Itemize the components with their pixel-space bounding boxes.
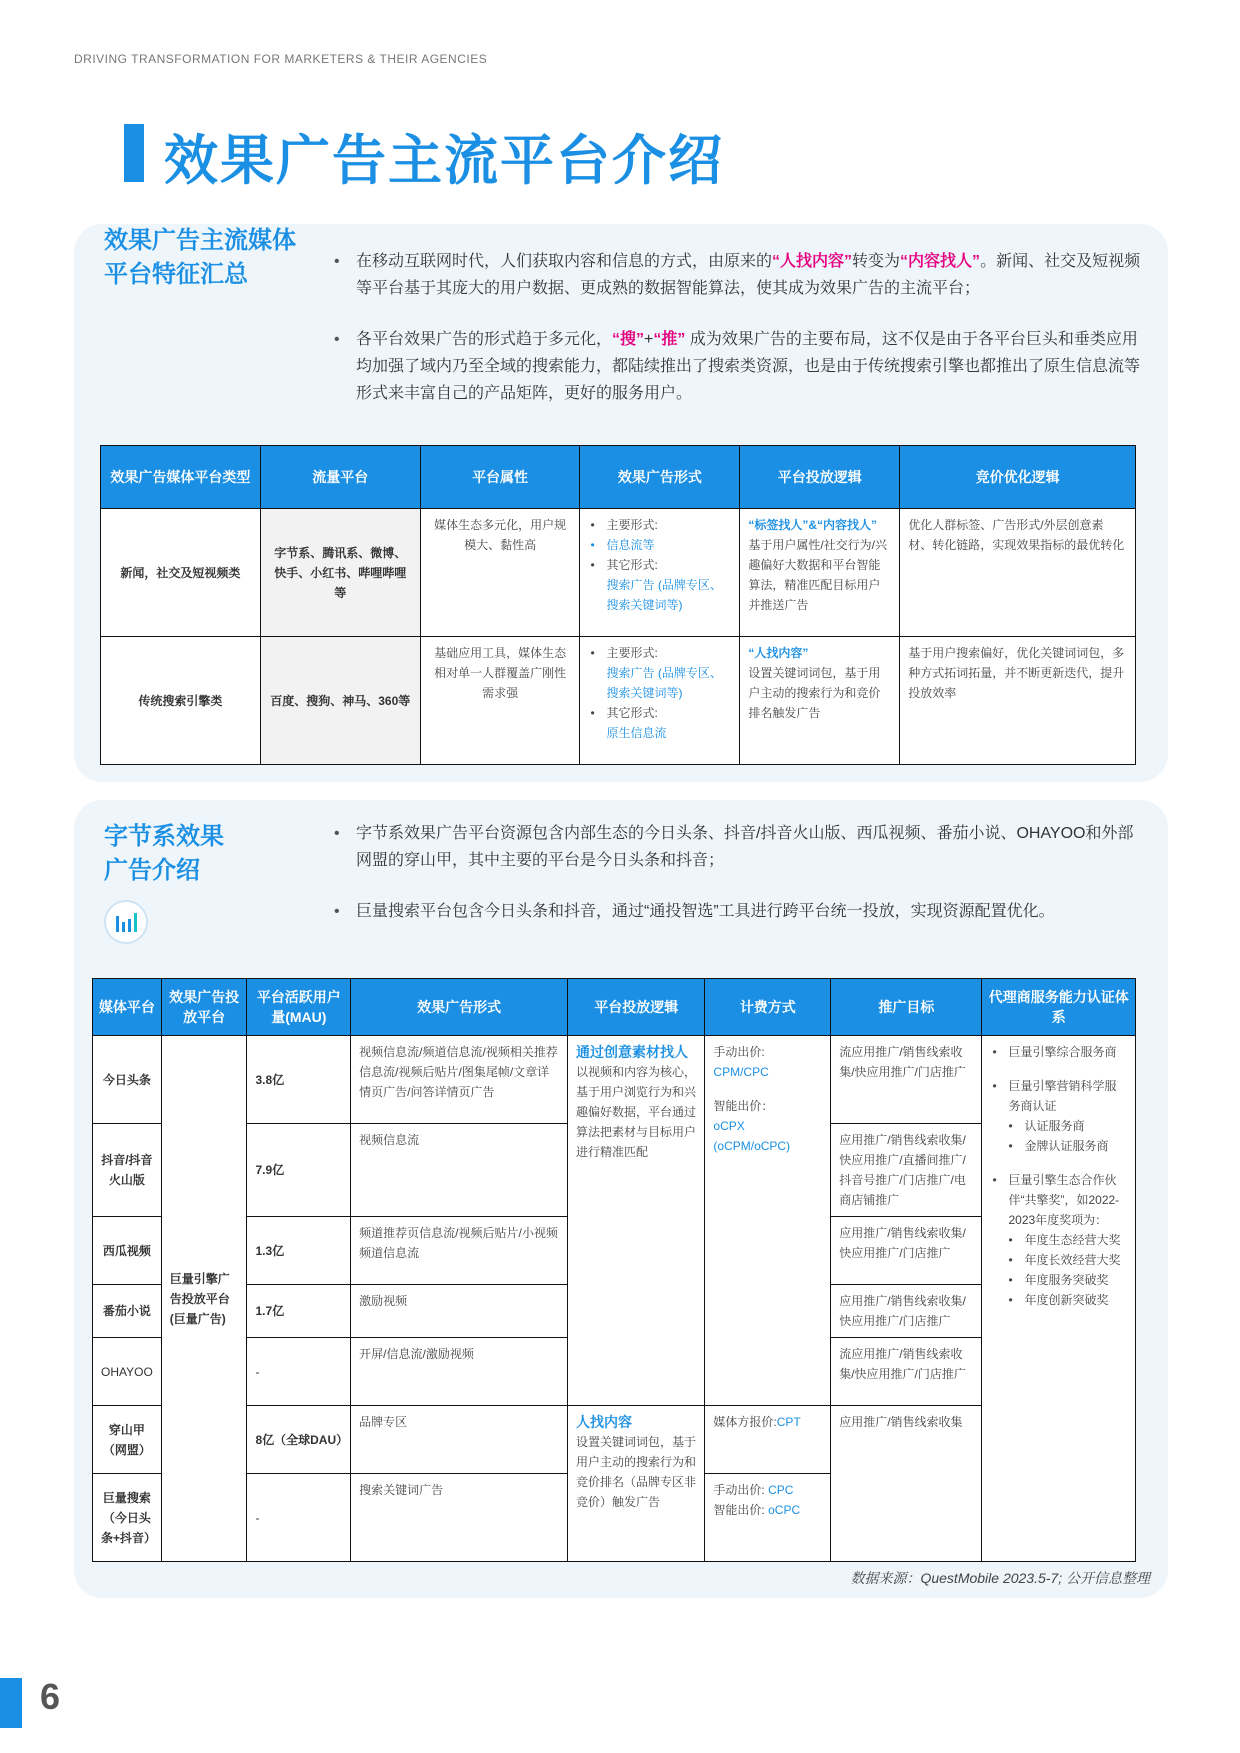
table-row [101, 509, 1136, 637]
cell-goal: 应用推广/销售线索收集/快应用推广/门店推广 [831, 1217, 982, 1285]
table-row [101, 637, 1136, 765]
cell-cert: • 巨量引擎综合服务商 • 巨量引擎营销科学服务商认证 • 认证服务商 • 金牌认证服务商 • 巨量引擎生态合作伙伴“共擎奖”，如2022-2023年度奖项为： • 年度生态经营大奖 • 年度长效经营大奖 • 年度服务突破奖 • 年度创新突破奖 [982, 1036, 1136, 1562]
cell-billing: 手动出价: CPC 智能出价: oCPC [705, 1474, 831, 1562]
cell-type: 传统搜索引擎类 [101, 637, 261, 765]
cell-logic: “标签找人”&“内容找人” 基于用户属性/社交行为/兴趣偏好大数据和平台智能算法，精准匹配目标用户并推送广告 [740, 509, 900, 637]
cell-attr: 基础应用工具，媒体生态相对单一人群覆盖广刚性需求强 [420, 637, 580, 765]
cell-billing: 媒体方报价:CPT [705, 1406, 831, 1474]
col-header-bid: 竞价优化逻辑 [900, 446, 1136, 509]
page-number-bar [0, 1678, 22, 1728]
cell-goal: 应用推广/销售线索收集/快应用推广/门店推广 [831, 1285, 982, 1338]
section2-bullet-1: • 字节系效果广告平台资源包含内部生态的今日头条、抖音/抖音火山版、西瓜视频、番茄小说、OHAYOO和外部网盟的穿山甲，其中主要的平台是今日头条和抖音； [334, 820, 1144, 874]
col-header-mau: 平台活跃用户量(MAU) [247, 979, 351, 1036]
cell-media: 番茄小说 [93, 1285, 162, 1338]
section2-title [104, 820, 224, 888]
table-row [93, 1036, 1136, 1124]
cell-launch-platform: 巨量引擎广告投放平台(巨量广告) [161, 1036, 247, 1562]
section1-bullets [334, 248, 1144, 431]
page-title: 效果广告主流平台介绍 [164, 131, 724, 191]
col-header-type: 效果广告媒体平台类型 [101, 446, 261, 509]
cell-goal: 流应用推广/销售线索收集/快应用推广/门店推广 [831, 1338, 982, 1406]
col-header-media: 媒体平台 [93, 979, 162, 1036]
cell-mau: 1.7亿 [247, 1285, 351, 1338]
bar-chart-icon [104, 900, 148, 944]
cell-form: 激励视频 [351, 1285, 568, 1338]
cell-form: 开屏/信息流/激励视频 [351, 1338, 568, 1406]
cell-mau: 7.9亿 [247, 1124, 351, 1217]
cell-bid: 基于用户搜索偏好，优化关键词词包，多种方式拓词拓量，并不断更新迭代，提升投放效率 [900, 637, 1136, 765]
cell-mau: - [247, 1474, 351, 1562]
data-source: 数据来源：QuestMobile 2023.5-7; 公开信息整理 [850, 1570, 1150, 1586]
table-header-row [93, 979, 1136, 1036]
cell-mau: 1.3亿 [247, 1217, 351, 1285]
cell-platforms: 百度、搜狗、神马、360等 [260, 637, 420, 765]
cell-logic: 人找内容 设置关键词词包，基于用户主动的搜索行为和竞价排名（品牌专区非竞价）触发广告 [568, 1406, 705, 1562]
cell-type: 新闻，社交及短视频类 [101, 509, 261, 637]
col-header-cert: 代理商服务能力认证体系 [982, 979, 1136, 1036]
section1-title-line1: 效果广告主流媒体 [104, 227, 296, 254]
cell-media: 今日头条 [93, 1036, 162, 1124]
col-header-billing: 计费方式 [705, 979, 831, 1036]
cell-mau: 8亿（全球DAU） [247, 1406, 351, 1474]
cell-media: 穿山甲（网盟） [93, 1406, 162, 1474]
cell-platforms: 字节系、腾讯系、微博、快手、小红书、哔哩哔哩等 [260, 509, 420, 637]
col-header-logic: 平台投放逻辑 [740, 446, 900, 509]
col-header-form: 效果广告形式 [351, 979, 568, 1036]
col-header-attr: 平台属性 [420, 446, 580, 509]
cell-form: 视频信息流/频道信息流/视频相关推荐信息流/视频后贴片/图集尾帧/文章详情页广告/问答详情页广告 [351, 1036, 568, 1124]
cell-form: • 主要形式: 搜索广告 (品牌专区、搜索关键词等) • 其它形式: 原生信息流 [580, 637, 740, 765]
cell-form: 搜索关键词广告 [351, 1474, 568, 1562]
platform-summary-table [100, 445, 1136, 765]
header-tagline: DRIVING TRANSFORMATION FOR MARKETERS & THEIR AGENCIES [74, 52, 488, 66]
cell-form: 品牌专区 [351, 1406, 568, 1474]
section1-title [104, 224, 296, 292]
cell-goal: 应用推广/销售线索收集/快应用推广/直播间推广/抖音号推广/门店推广/电商店铺推广 [831, 1124, 982, 1217]
cell-mau: - [247, 1338, 351, 1406]
cell-goal: 应用推广/销售线索收集 [831, 1406, 982, 1562]
col-header-launch-platform: 效果广告投放平台 [161, 979, 247, 1036]
section1-bullet-1: • 在移动互联网时代，人们获取内容和信息的方式，由原来的“人找内容”转变为“内容找人”。新闻、社交及短视频等平台基于其庞大的用户数据、更成熟的数据智能算法，使其成为效果广告的主流平台； [334, 248, 1144, 302]
cell-media: 西瓜视频 [93, 1217, 162, 1285]
table-row [93, 1406, 1136, 1474]
cell-logic: 通过创意素材找人 以视频和内容为核心，基于用户浏览行为和兴趣偏好数据，平台通过算法把素材与目标用户进行精准匹配 [568, 1036, 705, 1406]
cell-form: • 主要形式: • 信息流等 • 其它形式: 搜索广告 (品牌专区、搜索关键词等) [580, 509, 740, 637]
cell-mau: 3.8亿 [247, 1036, 351, 1124]
title-accent-bar [124, 124, 144, 182]
cell-form: 视频信息流 [351, 1124, 568, 1217]
page-number: 6 [40, 1676, 61, 1717]
table-header-row [101, 446, 1136, 509]
section1-bullet-2: • 各平台效果广告的形式趋于多元化，“搜”+“推” 成为效果广告的主要布局，这不仅是由于各平台巨头和垂类应用均加强了域内乃至全域的搜索能力，都陆续推出了搜索类资源，也是由于传统搜索引擎也都推出了原生信息流等形式来丰富自己的产品矩阵，更好的服务用户。 [334, 326, 1144, 407]
col-header-goal: 推广目标 [831, 979, 982, 1036]
cell-logic: “人找内容” 设置关键词词包，基于用户主动的搜索行为和竞价排名触发广告 [740, 637, 900, 765]
col-header-form: 效果广告形式 [580, 446, 740, 509]
section1-title-line2: 平台特征汇总 [104, 261, 248, 288]
cell-attr: 媒体生态多元化，用户规模大、黏性高 [420, 509, 580, 637]
col-header-platform: 流量平台 [260, 446, 420, 509]
cell-goal: 流应用推广/销售线索收集/快应用推广/门店推广 [831, 1036, 982, 1124]
cell-bid: 优化人群标签、广告形式/外层创意素材、转化链路，实现效果指标的最优转化 [900, 509, 1136, 637]
cell-media: 巨量搜索（今日头条+抖音） [93, 1474, 162, 1562]
section2-title-line2: 广告介绍 [104, 857, 200, 884]
section2-title-line1: 字节系效果 [104, 823, 224, 850]
cell-media: OHAYOO [93, 1338, 162, 1406]
col-header-logic: 平台投放逻辑 [568, 979, 705, 1036]
section2-bullet-2: • 巨量搜索平台包含今日头条和抖音，通过“通投智选”工具进行跨平台统一投放，实现资源配置优化。 [334, 898, 1144, 925]
cell-billing: 手动出价: CPM/CPC 智能出价： oCPX (oCPM/oCPC) [705, 1036, 831, 1406]
cell-media: 抖音/抖音火山版 [93, 1124, 162, 1217]
bytedance-ads-table [92, 978, 1136, 1562]
section2-bullets [334, 820, 1144, 949]
cell-form: 频道推荐页信息流/视频后贴片/小视频频道信息流 [351, 1217, 568, 1285]
